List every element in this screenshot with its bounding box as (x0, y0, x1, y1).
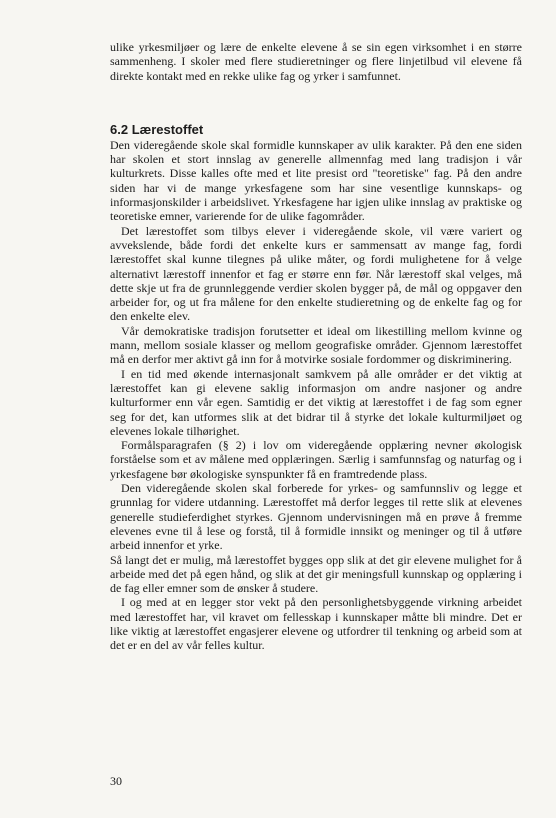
section-title: Lærestoffet (131, 121, 204, 137)
body-paragraph: Den videregående skolen skal forberede for yrkes- og samfunnsliv og legge et grunnlag for videre utdanning. Lærestoffet må derfor legges til rette slik at elevenes generelle studieferdighet styrkes. Gjennom undervisningen må en prøve å fremme elevenes evne til å lese og forstå, til å formidle innsikt og meninger og til å utføre arbeid innenfor et yrke. (110, 481, 522, 553)
page-body (110, 40, 522, 653)
body-paragraph: I og med at en legger stor vekt på den personlighetsbyggende virkning arbeidet med lærestoffet har, vil kravet om fellesskap i kunnskaper måtte bli mindre. Det er like viktig at lærestoffet engasjerer elevene og utfordrer til tenkning og arbeid som at det er en del av vår felles kultur. (110, 595, 522, 653)
body-paragraph: I en tid med økende internasjonalt samkvem på alle områder er det viktig at lærestoffet kan gi elevene saklig informasjon om andre nasjoner og andre kulturformer enn vår egen. Samtidig er det viktig at lærestoffet i de fag som egner seg for det, kan utformes slik at det bidrar til å styrke det lokale kulturmiljøet og elevenes lokale tilhørighet. (110, 366, 522, 438)
section-number: 6.2 (110, 121, 129, 137)
body-paragraph: Formålsparagrafen (§ 2) i lov om videregående opplæring nevner økologisk forståelse som et av målene med opplæringen. Særlig i samfunnsfag og naturfag og i yrkesfagene bør økologiske synspunkter få en framtredende plass. (110, 438, 522, 481)
body-paragraph: Det lærestoffet som tilbys elever i videregående skole, vil være variert og avvekslende, både fordi det enkelte kurs er sammensatt av mange fag, fordi lærestoffet skal kunne tilegnes på ulike måter, og fordi mulighetene for å velge alternativt lærestoff innenfor et fag er større enn før. Når lærestoff skal velges, må dette skje ut fra de grunnleggende verdier skolen bygger på, de mål og oppgaver den arbeider for, og ut fra målene for den enkelte studieretning og de enkelte fag og for den enkelte elev. (110, 223, 522, 324)
page-number: 30 (110, 774, 122, 788)
body-paragraph: Den videregående skole skal formidle kunnskaper av ulik karakter. På den ene siden har skolen et stort innslag av generelle allmennfag med lang tradisjon i vår kulturkrets. Disse kalles ofte med et lite presist ord "teoretiske" fag. På den andre siden har vi de mange yrkesfagene som har sine vesentlige kunnskaps- og informasjonskilder i arbeidslivet. Yrkesfagene har igjen ulike innslag av praktiske og teoretiske emner, varierende for de ulike fagområder. (110, 137, 522, 224)
section-heading (110, 122, 522, 138)
intro-paragraph: ulike yrkesmiljøer og lære de enkelte elevene å se sin egen virksomhet i en større sammenheng. I skoler med flere studieretninger og flere linjetilbud vil elevene få direkte kontakt med en rekke ulike fag og yrker i samfunnet. (110, 40, 522, 83)
body-paragraph: Så langt det er mulig, må lærestoffet bygges opp slik at det gir elevene mulighet for å arbeide med det på egen hånd, og slik at det gir meningsfull kunnskap og opplæring i de fag eller emner som de ønsker å studere. (110, 552, 522, 596)
body-paragraph: Vår demokratiske tradisjon forutsetter et ideal om likestilling mellom kvinne og mann, mellom sosiale klasser og mellom geografiske områder. Gjennom lærestoffet må en derfor mer aktivt gå inn for å motvirke sosiale fordommer og diskriminering. (110, 323, 522, 367)
